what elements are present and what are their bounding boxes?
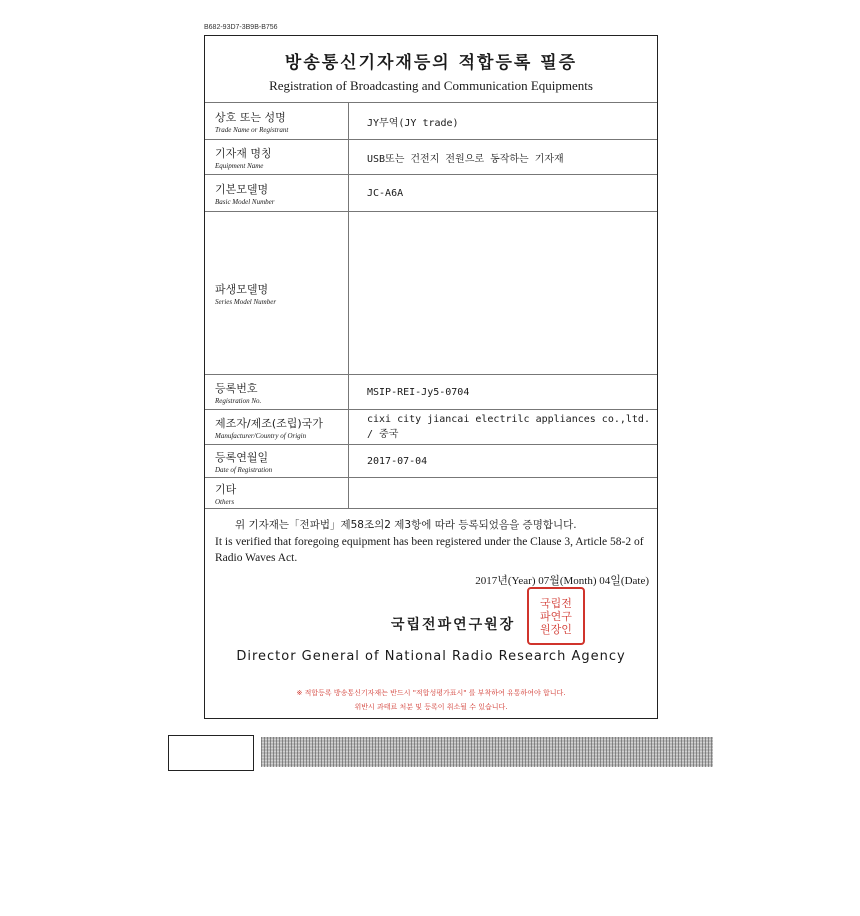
document-id: B682-93D7-3B9B-B756 [204, 24, 278, 31]
row-registration-no [205, 375, 657, 410]
label-ko: 기타 [215, 482, 237, 496]
label-ko: 파생모델명 [215, 282, 269, 296]
registration-table [205, 102, 657, 509]
issue-date: 2017년(Year) 07월(Month) 04일(Date) [475, 575, 649, 587]
row-trade-name [205, 103, 657, 140]
row-equipment-name [205, 140, 657, 175]
value-others [349, 478, 658, 509]
row-series-model [205, 212, 657, 375]
notice-line-1: ※ 적합등록 방송통신기자재는 반드시 "적합성평가표시" 를 부착하여 유통하여야 합니다. [296, 689, 566, 697]
label-ko: 등록번호 [215, 381, 258, 395]
label-en: Series Model Number [215, 297, 277, 306]
value-equipment-name: USB또는 건전지 전원으로 동작하는 기자재 [349, 140, 658, 175]
title-korean: 방송통신기자재등의 적합등록 필증 [284, 53, 578, 73]
label-en: Trade Name or Registrant [215, 125, 289, 134]
label-en: Date of Registration [215, 465, 273, 474]
value-date: 2017-07-04 [349, 445, 658, 478]
label-ko: 등록연월일 [215, 450, 269, 464]
label-en: Registration No. [215, 396, 262, 405]
statement-english: It is verified that foregoing equipment has been registered under the Clause 3, Article 58-2 of Radio Waves Act. [215, 536, 644, 564]
redacted-barcode-strip [261, 737, 713, 767]
label-ko: 제조자/제조(조립)국가 [215, 416, 323, 430]
label-ko: 상호 또는 성명 [215, 110, 286, 124]
label-en: Manufacturer/Country of Origin [215, 431, 307, 440]
value-basic-model: JC-A6A [349, 175, 658, 212]
certificate-frame [204, 35, 658, 719]
label-en: Others [215, 497, 235, 506]
value-trade-name: JY무역(JY trade) [349, 103, 658, 140]
label-ko: 기본모델명 [215, 182, 269, 196]
notice-line-2: 위반시 과태료 처분 및 등록이 취소될 수 있습니다. [354, 703, 508, 711]
title-english: Registration of Broadcasting and Communication Equipments [269, 78, 593, 93]
row-others [205, 478, 657, 509]
statement-korean: 위 기자재는「전파법」제58조의2 제3항에 따라 등록되었음을 증명합니다. [235, 519, 577, 531]
label-en: Equipment Name [215, 161, 264, 170]
row-date [205, 445, 657, 478]
row-basic-model [205, 175, 657, 212]
value-registration-no: MSIP-REI-Jy5-0704 [349, 375, 658, 410]
label-ko: 기자재 명칭 [215, 146, 272, 160]
label-en: Basic Model Number [215, 197, 275, 206]
row-manufacturer [205, 410, 657, 445]
agency-name-korean: 국립전파연구원장 [391, 617, 516, 633]
agency-name-english: Director General of National Radio Research Agency [236, 649, 626, 664]
value-series-model [349, 212, 658, 375]
value-manufacturer: cixi city jiancai electrilc appliances co.,ltd. / 중국 [349, 410, 658, 445]
blank-box [168, 735, 254, 771]
official-seal-stamp: 국립전 파연구 원장인 [527, 587, 585, 645]
